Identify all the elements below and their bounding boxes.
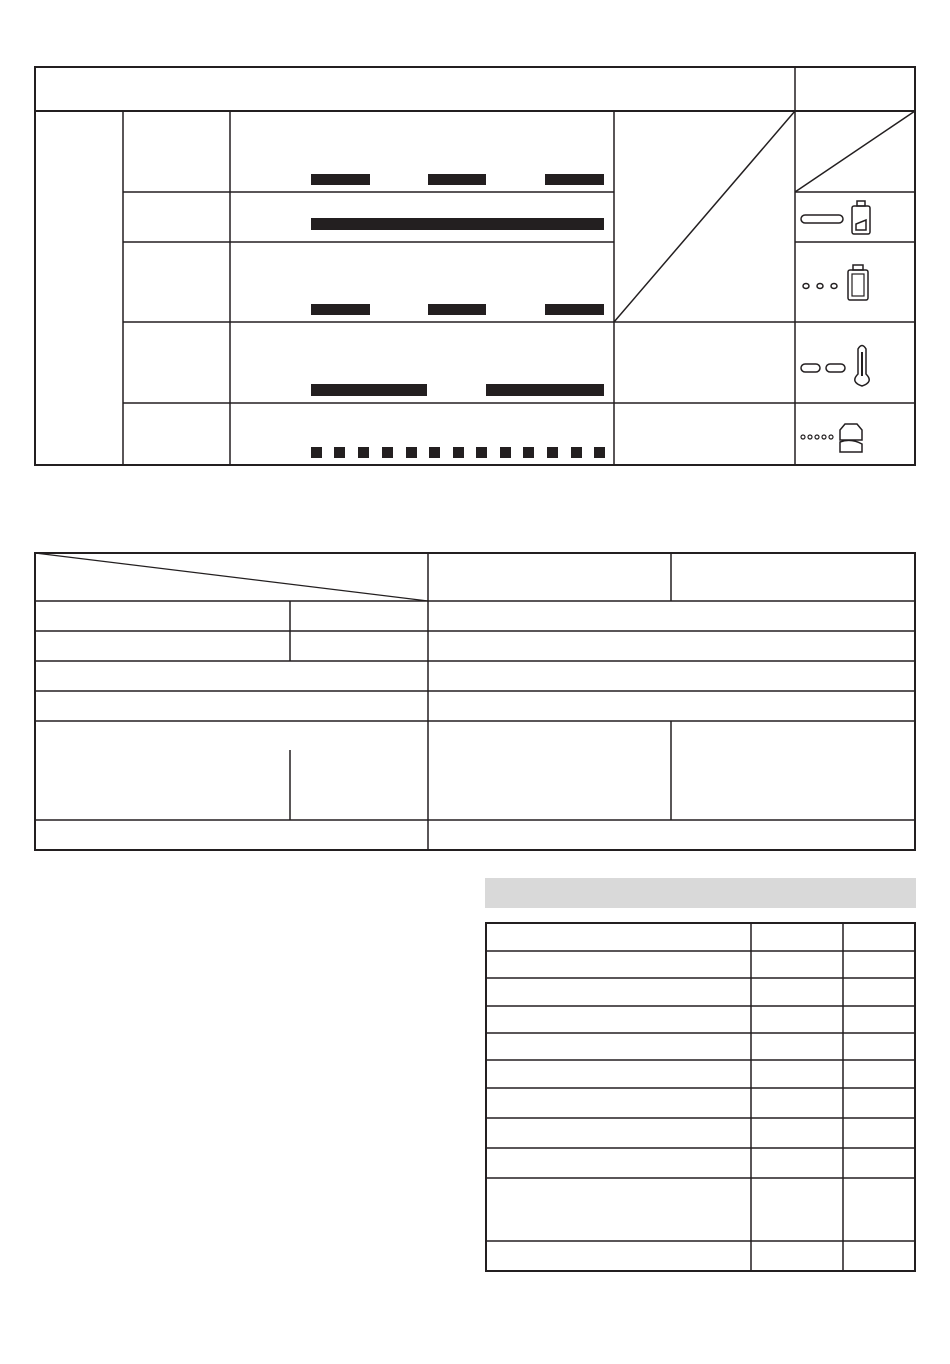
dot-mark [311,447,322,458]
dot-mark [571,447,582,458]
dash-mark [428,174,486,185]
dot-mark [429,447,440,458]
signal-table [0,0,950,480]
dot-mark [406,447,417,458]
dot-mark [594,447,605,458]
signal-pattern-long-dash [311,174,604,185]
dot-mark [453,447,464,458]
spec-header-diagonal [35,553,428,601]
parts-table [0,915,950,1285]
spec-table [0,540,950,860]
dash-mark [311,174,370,185]
battery-low-icon [801,201,870,234]
signal-pattern-extra-long-dash [311,384,604,396]
parts-table-header-bar [485,878,916,908]
dash-mark [311,384,427,396]
parts-table-frame [486,923,915,1271]
signal-pattern-solid [311,218,604,230]
signal-pattern-long-dash [311,304,604,315]
dot-mark [523,447,534,458]
dot-mark [334,447,345,458]
thermometer-icon [801,346,869,387]
dot-mark [382,447,393,458]
dash-mark [486,384,604,396]
cartridge-icon [801,424,862,452]
dash-mark [311,304,370,315]
signal-pattern-square-dots [311,447,605,458]
not-applicable-diagonal [614,111,795,322]
dash-mark [545,174,604,185]
dot-mark [500,447,511,458]
dot-mark [476,447,487,458]
dot-mark [547,447,558,458]
signal-table-frame [35,67,915,465]
battery-charging-icon [803,265,868,300]
spec-table-frame [35,553,915,850]
dot-mark [358,447,369,458]
dash-mark [545,304,604,315]
not-applicable-diagonal [795,111,915,192]
dash-mark [428,304,486,315]
